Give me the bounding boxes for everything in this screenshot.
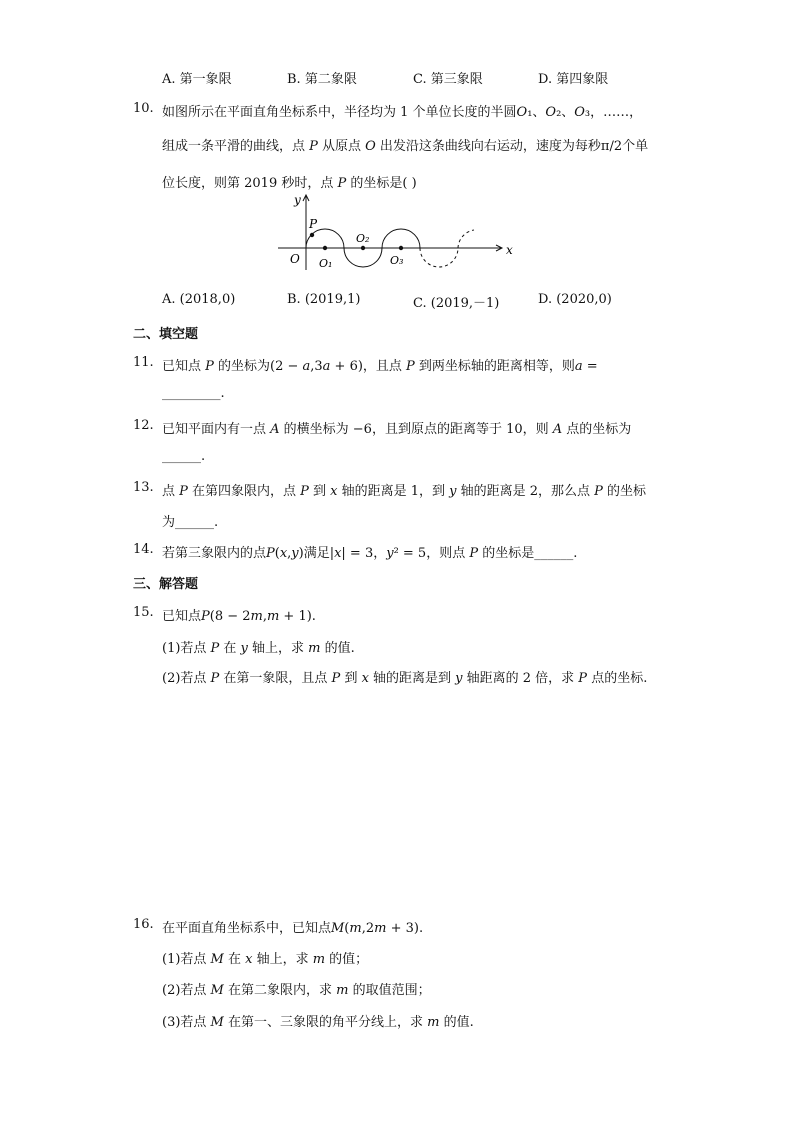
q16-number: 16. xyxy=(133,917,154,932)
semicircle-o3 xyxy=(382,229,420,248)
section-answer-questions: 三、解答题 xyxy=(133,577,199,592)
q10-line3: 位长度，则第 2019 秒时，点 𝑃 的坐标是( ) xyxy=(162,176,417,191)
q10-line1: 如图所示在平面直角坐标系中，半径均为 1 个单位长度的半圆𝑂₁、𝑂₂、𝑂₃，……， xyxy=(162,105,643,120)
p-label: P xyxy=(309,217,318,231)
q16-part1: (1)若点 𝑀 在 𝑥 轴上，求 𝑚 的值； xyxy=(162,952,369,967)
o1-label: O₁ xyxy=(319,257,333,270)
q12-line1: 已知平面内有一点 𝐴 的横坐标为 −6，且到原点的距离等于 10，则 𝐴 点的坐标为 xyxy=(162,422,632,437)
q16-line1: 在平面直角坐标系中，已知点𝑀(𝑚,2𝑚 + 3). xyxy=(162,921,424,936)
q13-number: 13. xyxy=(133,480,154,495)
semicircle-o1 xyxy=(306,229,344,248)
q14-line1: 若第三象限内的点𝑃(𝑥,𝑦)满足|𝑥| = 3，𝑦² = 5，则点 𝑃 的坐标是______. xyxy=(162,546,578,561)
q10-option-c: C. (2019,－1) xyxy=(413,296,500,311)
point-p xyxy=(310,233,314,237)
q16-part2: (2)若点 𝑀 在第二象限内，求 𝑚 的取值范围； xyxy=(162,983,431,998)
origin-label: O xyxy=(290,252,300,266)
q9-option-a: A. 第一象限 xyxy=(162,72,232,87)
point-o2 xyxy=(361,246,365,250)
q11-line2: _________. xyxy=(162,386,225,401)
q15-number: 15. xyxy=(133,605,154,620)
q13-line1: 点 𝑃 在第四象限内，点 𝑃 到 𝑥 轴的距离是 1，到 𝑦 轴的距离是 2，那么点 𝑃 的坐标 xyxy=(162,484,647,499)
q15-line1: 已知点𝑃(8 − 2𝑚,𝑚 + 1). xyxy=(162,609,316,624)
q10-figure xyxy=(270,188,520,274)
x-label: x xyxy=(506,243,513,257)
section-fill-in-blank: 二、填空题 xyxy=(133,327,199,342)
q12-line2: ______. xyxy=(162,449,206,464)
semicircle-o2 xyxy=(344,248,382,267)
q9-option-c: C. 第三象限 xyxy=(413,72,483,87)
q11-line1: 已知点 𝑃 的坐标为(2 − 𝑎,3𝑎 + 6)，且点 𝑃 到两坐标轴的距离相等，则𝑎 = xyxy=(162,359,598,374)
q10-option-b: B. (2019,1) xyxy=(287,292,361,307)
semicircle-dashed-2 xyxy=(458,230,474,248)
q15-part1: (1)若点 𝑃 在 𝑦 轴上，求 𝑚 的值. xyxy=(162,641,355,656)
q15-part2: (2)若点 𝑃 在第一象限，且点 𝑃 到 𝑥 轴的距离是到 𝑦 轴距离的 2 倍，求 𝑃 点的坐标. xyxy=(162,671,648,686)
q16-part3: (3)若点 𝑀 在第一、三象限的角平分线上，求 𝑚 的值. xyxy=(162,1015,474,1030)
q10-option-d: D. (2020,0) xyxy=(538,292,612,307)
q12-number: 12. xyxy=(133,418,154,433)
q14-number: 14. xyxy=(133,542,154,557)
q10-line2: 组成一条平滑的曲线，点 𝑃 从原点 𝑂 出发沿这条曲线向右运动，速度为每秒π/2个单 xyxy=(162,139,649,154)
semicircle-dashed-1 xyxy=(420,248,458,267)
q11-number: 11. xyxy=(133,355,154,370)
o3-label: O₃ xyxy=(390,254,404,267)
q10-option-a: A. (2018,0) xyxy=(162,292,236,307)
q9-option-d: D. 第四象限 xyxy=(538,72,609,87)
q9-option-b: B. 第二象限 xyxy=(287,72,357,87)
point-o3 xyxy=(399,246,403,250)
q10-number: 10. xyxy=(133,101,154,116)
y-label: y xyxy=(294,193,301,207)
q13-line2: 为______. xyxy=(162,515,219,530)
point-o1 xyxy=(323,246,327,250)
o2-label: O₂ xyxy=(356,232,370,245)
